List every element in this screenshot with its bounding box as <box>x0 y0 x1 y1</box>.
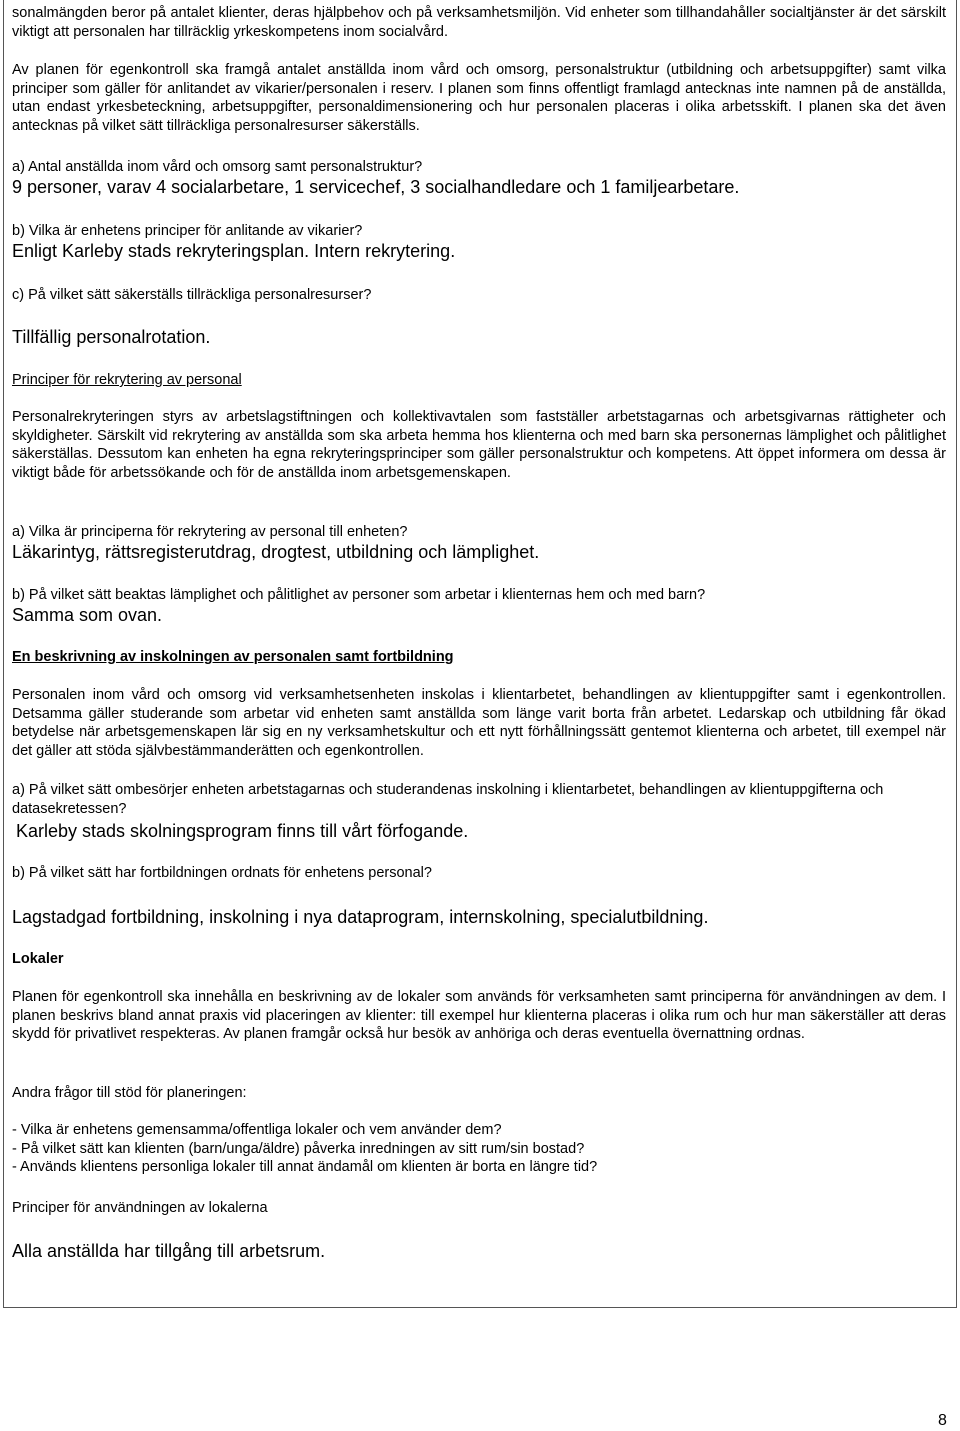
page-number: 8 <box>938 1412 947 1429</box>
induction-question-b: b) På vilket sätt har fortbildningen ordnats för enhetens personal? <box>12 865 432 881</box>
staff-question-b: b) Vilka är enhetens principer för anlitande av vikarier? <box>12 223 363 239</box>
induction-paragraph: Personalen inom vård och omsorg vid verksamhetsenheten inskolas i klientarbetet, behandlingen av klientuppgifter samt i egenkontrollen. Detsamma gäller studerande som arbetar vid enheten samt anställda som länge varit borta från arbetet. Ledarskap och utbildning får ökad betydelse när arbetsgemenskapen lär sig en ny verksamhetskultur och ett nytt förhållningssätt gentemot klienterna och arbetet, till exempel när det gäller att stöda självbestämmanderätten och egenkontrollen. <box>12 687 946 760</box>
recruitment-answer-a: Läkarintyg, rättsregisterutdrag, drogtest, utbildning och lämplighet. <box>12 542 540 562</box>
list-item: - Används klientens personliga lokaler till annat ändamål om klienten är borta en längre tid? <box>12 1159 598 1176</box>
staff-answer-c: Tillfällig personalrotation. <box>12 327 211 347</box>
premises-principles-answer: Alla anställda har tillgång till arbetsrum. <box>12 1241 326 1261</box>
other-questions-label: Andra frågor till stöd för planeringen: <box>12 1085 247 1101</box>
intro-paragraph-2: Av planen för egenkontroll ska framgå antalet anställda inom vård och omsorg, personalstruktur (utbildning och arbetsuppgifter) samt vilka principer som gäller för anlitandet av vikarier/personalen i reserv. I planen som finns offentligt framlagd antecknas inte namnen på de anställda, utan endast yrkesbeteckning, arbetsuppgifter, personaldimensionering och hur personalen placeras i olika arbetsskift. I planen ska det även antecknas på vilket sätt tillräckliga personalresurser säkerställs. <box>12 62 946 135</box>
induction-answer-b: Lagstadgad fortbildning, inskolning i nya dataprogram, internskolning, specialutbildning. <box>12 907 709 927</box>
premises-paragraph: Planen för egenkontroll ska innehålla en beskrivning av de lokaler som används för verksamheten samt principerna för användningen av dem. I planen beskrivs bland annat praxis vid placeringen av klienter: till exempel hur klienterna placeras i olika rum och hur man säkerställer att deras skydd för privatlivet respekteras. Av planen framgår också hur besök av anhöriga och deras eventuella övernattning ordnas. <box>12 989 946 1043</box>
induction-question-a: a) På vilket sätt ombesörjer enheten arbetstagarnas och studerandenas inskolning i klientarbetet, behandlingen av klientuppgifterna och datasekretessen? <box>12 782 884 817</box>
list-item: - På vilket sätt kan klienten (barn/unga/äldre) påverka inredningen av sitt rum/sin bostad? <box>12 1140 585 1157</box>
induction-heading: En beskrivning av inskolningen av personalen samt fortbildning <box>12 649 454 665</box>
staff-answer-a: 9 personer, varav 4 socialarbetare, 1 servicechef, 3 socialhandledare och 1 familjearbetare. <box>12 177 740 197</box>
intro-paragraph-1: sonalmängden beror på antalet klienter, deras hjälpbehov och på verksamhetsmiljön. Vid enheter som tillhandahåller socialtjänster är det särskilt viktigt att personalen har tillräcklig yrkeskompetens inom socialvård. <box>12 5 946 40</box>
staff-question-c: c) På vilket sätt säkerställs tillräckliga personalresurser? <box>12 287 372 303</box>
staff-question-a: a) Antal anställda inom vård och omsorg samt personalstruktur? <box>12 159 423 175</box>
list-item: - Vilka är enhetens gemensamma/offentliga lokaler och vem använder dem? <box>12 1122 502 1138</box>
premises-principles-label: Principer för användningen av lokalerna <box>12 1200 268 1216</box>
recruitment-heading: Principer för rekrytering av personal <box>12 372 242 388</box>
recruitment-answer-b: Samma som ovan. <box>12 605 163 625</box>
induction-answer-a: Karleby stads skolningsprogram finns till vårt förfogande. <box>16 821 469 841</box>
staff-answer-b: Enligt Karleby stads rekryteringsplan. Intern rekrytering. <box>12 241 456 261</box>
recruitment-paragraph: Personalrekryteringen styrs av arbetslagstiftningen och kollektivavtalen som fastställer arbetstagarnas och arbetsgivarnas rättigheter och skyldigheter. Särskilt vid rekrytering av anställda som ska arbeta hemma hos klienterna och med barn ska personernas lämplighet och pålitlighet säkerställas. Dessutom kan enheten ha egna rekryteringsprinciper som gäller personalstruktur och kompetens. Att öppet informera om dessa är viktigt både för arbetssökande och för de anställda inom arbetsgemenskapen. <box>12 409 946 482</box>
recruitment-question-a: a) Vilka är principerna för rekrytering av personal till enheten? <box>12 524 408 540</box>
recruitment-question-b: b) På vilket sätt beaktas lämplighet och pålitlighet av personer som arbetar i klienternas hem och med barn? <box>12 587 706 603</box>
other-questions-list <box>12 1121 946 1177</box>
premises-heading: Lokaler <box>12 951 64 967</box>
